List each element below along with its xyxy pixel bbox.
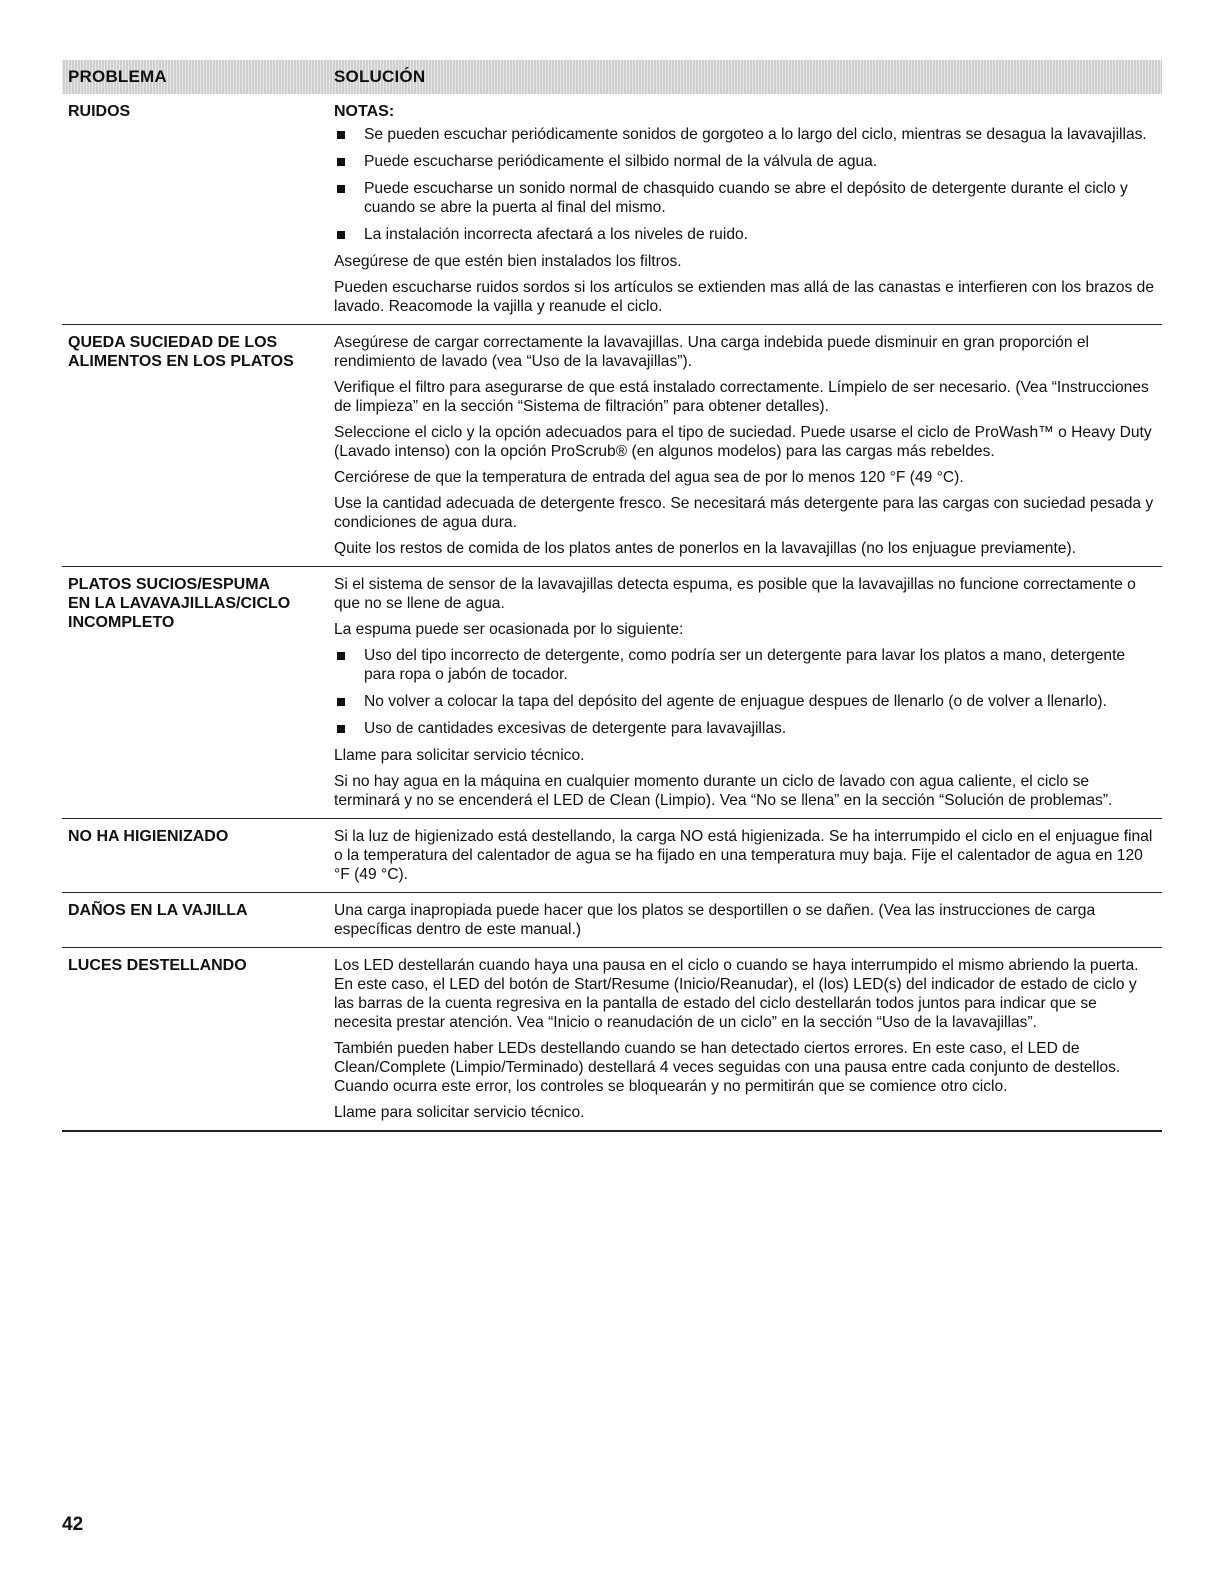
problem-label-line: INCOMPLETO (68, 614, 175, 631)
solution-cell (334, 956, 1162, 1122)
solution-paragraph: Asegúrese de que estén bien instalados los filtros. (334, 253, 682, 270)
bullet-square-icon (337, 131, 345, 139)
problem-cell (62, 575, 334, 810)
solution-paragraph: Llame para solicitar servicio técnico. (334, 1104, 585, 1121)
problem-label-line: ALIMENTOS EN LOS PLATOS (68, 353, 294, 370)
table-row (62, 567, 1162, 819)
bullet-item: La instalación incorrecta afectará a los niveles de ruido. (334, 225, 1154, 244)
solution-paragraph: Quite los restos de comida de los platos antes de ponerlos en la lavavajillas (no los enjuague previamente). (334, 540, 1076, 557)
page-number: 42 (62, 1514, 84, 1535)
solution-cell (334, 575, 1162, 810)
bullet-item: No volver a colocar la tapa del depósito del agente de enjuague despues de llenarlo (o de volver a llenarlo). (334, 692, 1154, 711)
solution-paragraph: Si el sistema de sensor de la lavavajillas detecta espuma, es posible que la lavavajillas no funcione correctamente o que no se llene de agua. (334, 576, 1136, 612)
solution-paragraph: Una carga inapropiada puede hacer que los platos se desportillen o se dañen. (Vea las instrucciones de carga específicas dentro de este manual.) (334, 902, 1096, 938)
solution-paragraph: Los LED destellarán cuando haya una pausa en el ciclo o cuando se haya interrumpido el mismo abriendo la puerta. En este caso, el LED del botón de Start/Resume (Inicio/Reanudar), el (los) LED(s) del indicador de estado de ciclo y las barras de la cuenta regresiva en la pantalla de estado del ciclo destellarán todos juntos para indicar que se necesita prestar atención. Vea “Inicio o reanudación de un ciclo” en la sección “Uso de la lavavajillas”. (334, 957, 1139, 1031)
table-row (62, 325, 1162, 567)
bullet-item: Se pueden escuchar periódicamente sonidos de gorgoteo a lo largo del ciclo, mientras se desagua la lavavajillas. (334, 125, 1154, 144)
bullet-item: Uso de cantidades excesivas de detergente para lavavajillas. (334, 719, 1154, 738)
problem-cell (62, 956, 334, 1122)
problem-cell (62, 333, 334, 558)
solution-paragraph: Si no hay agua en la máquina en cualquier momento durante un ciclo de lavado con agua caliente, el ciclo se terminará y no se encenderá el LED de Clean (Limpio). Vea “No se llena” en la sección “Solución de problemas”. (334, 773, 1113, 809)
bullet-square-icon (337, 698, 345, 706)
problem-label: NO HA HIGIENIZADO (68, 828, 229, 845)
notes-label: NOTAS: (334, 103, 395, 120)
bullet-square-icon (337, 652, 345, 660)
troubleshooting-table (62, 60, 1162, 1132)
solution-paragraph: Llame para solicitar servicio técnico. (334, 747, 585, 764)
solution-paragraph: Asegúrese de cargar correctamente la lavavajillas. Una carga indebida puede disminuir en gran proporción el rendimiento de lavado (vea “Uso de la lavavajillas”). (334, 334, 1089, 370)
header-solution: SOLUCIÓN (334, 67, 426, 86)
solution-cell (334, 102, 1162, 316)
bullet-item: Uso del tipo incorrecto de detergente, como podría ser un detergente para lavar los platos a mano, detergente para ropa o jabón de tocador. (334, 646, 1154, 684)
solution-paragraph: Seleccione el ciclo y la opción adecuados para el tipo de suciedad. Puede usarse el ciclo de ProWash™ o Heavy Duty (Lavado intenso) con la opción ProScrub® (en algunos modelos) para las cargas más rebeldes. (334, 424, 1152, 460)
bullet-item: Puede escucharse periódicamente el silbido normal de la válvula de agua. (334, 152, 1154, 171)
bullet-square-icon (337, 725, 345, 733)
solution-paragraph: Use la cantidad adecuada de detergente fresco. Se necesitará más detergente para las cargas con suciedad pesada y condiciones de agua dura. (334, 495, 1154, 531)
solution-paragraph: Pueden escucharse ruidos sordos si los artículos se extienden mas allá de las canastas e interfieren con los brazos de lavado. Reacomode la vajilla y reanude el ciclo. (334, 279, 1154, 315)
solution-paragraph: Verifique el filtro para asegurarse de que está instalado correctamente. Límpielo de ser necesario. (Vea “Instrucciones de limpieza” en la sección “Sistema de filtración” para obtener detalles). (334, 379, 1149, 415)
table-row (62, 893, 1162, 948)
bullet-square-icon (337, 185, 345, 193)
solution-cell (334, 827, 1162, 884)
problem-label: RUIDOS (68, 103, 131, 120)
table-row (62, 94, 1162, 325)
problem-cell (62, 901, 334, 939)
solution-cell (334, 333, 1162, 558)
problem-cell (62, 102, 334, 316)
table-row (62, 819, 1162, 893)
solution-paragraph: También pueden haber LEDs destellando cuando se han detectado ciertos errores. En este caso, el LED de Clean/Complete (Limpio/Terminado) destellará 4 veces seguidas con una pausa entre cada conjunto de destellos. Cuando ocurra este error, los controles se bloquearán y no permitirán que se comience otro ciclo. (334, 1040, 1121, 1095)
bullet-square-icon (337, 231, 345, 239)
problem-label-line: QUEDA SUCIEDAD DE LOS (68, 334, 278, 351)
problem-label: DAÑOS EN LA VAJILLA (68, 902, 248, 919)
solution-paragraph: La espuma puede ser ocasionada por lo siguiente: (334, 621, 684, 638)
bullet-square-icon (337, 158, 345, 166)
bullet-item: Puede escucharse un sonido normal de chasquido cuando se abre el depósito de detergente durante el ciclo y cuando se abre la puerta al final del mismo. (334, 179, 1154, 217)
problem-cell (62, 827, 334, 884)
solution-cell (334, 901, 1162, 939)
problem-label-line: EN LA LAVAVAJILLAS/CICLO (68, 595, 291, 612)
solution-paragraph: Cerciórese de que la temperatura de entrada del agua sea de por lo menos 120 °F (49 °C). (334, 469, 964, 486)
problem-label: LUCES DESTELLANDO (68, 957, 247, 974)
table-row (62, 948, 1162, 1132)
solution-paragraph: Si la luz de higienizado está destellando, la carga NO está higienizada. Se ha interrumpido el ciclo en el enjuague final o la temperatura del calentador de agua se ha fijado en una temperatura muy baja. Fije el calentador de agua en 120 °F (49 °C). (334, 828, 1153, 883)
header-problem: PROBLEMA (68, 67, 167, 86)
table-header (62, 60, 1162, 94)
problem-label-line: PLATOS SUCIOS/ESPUMA (68, 576, 271, 593)
